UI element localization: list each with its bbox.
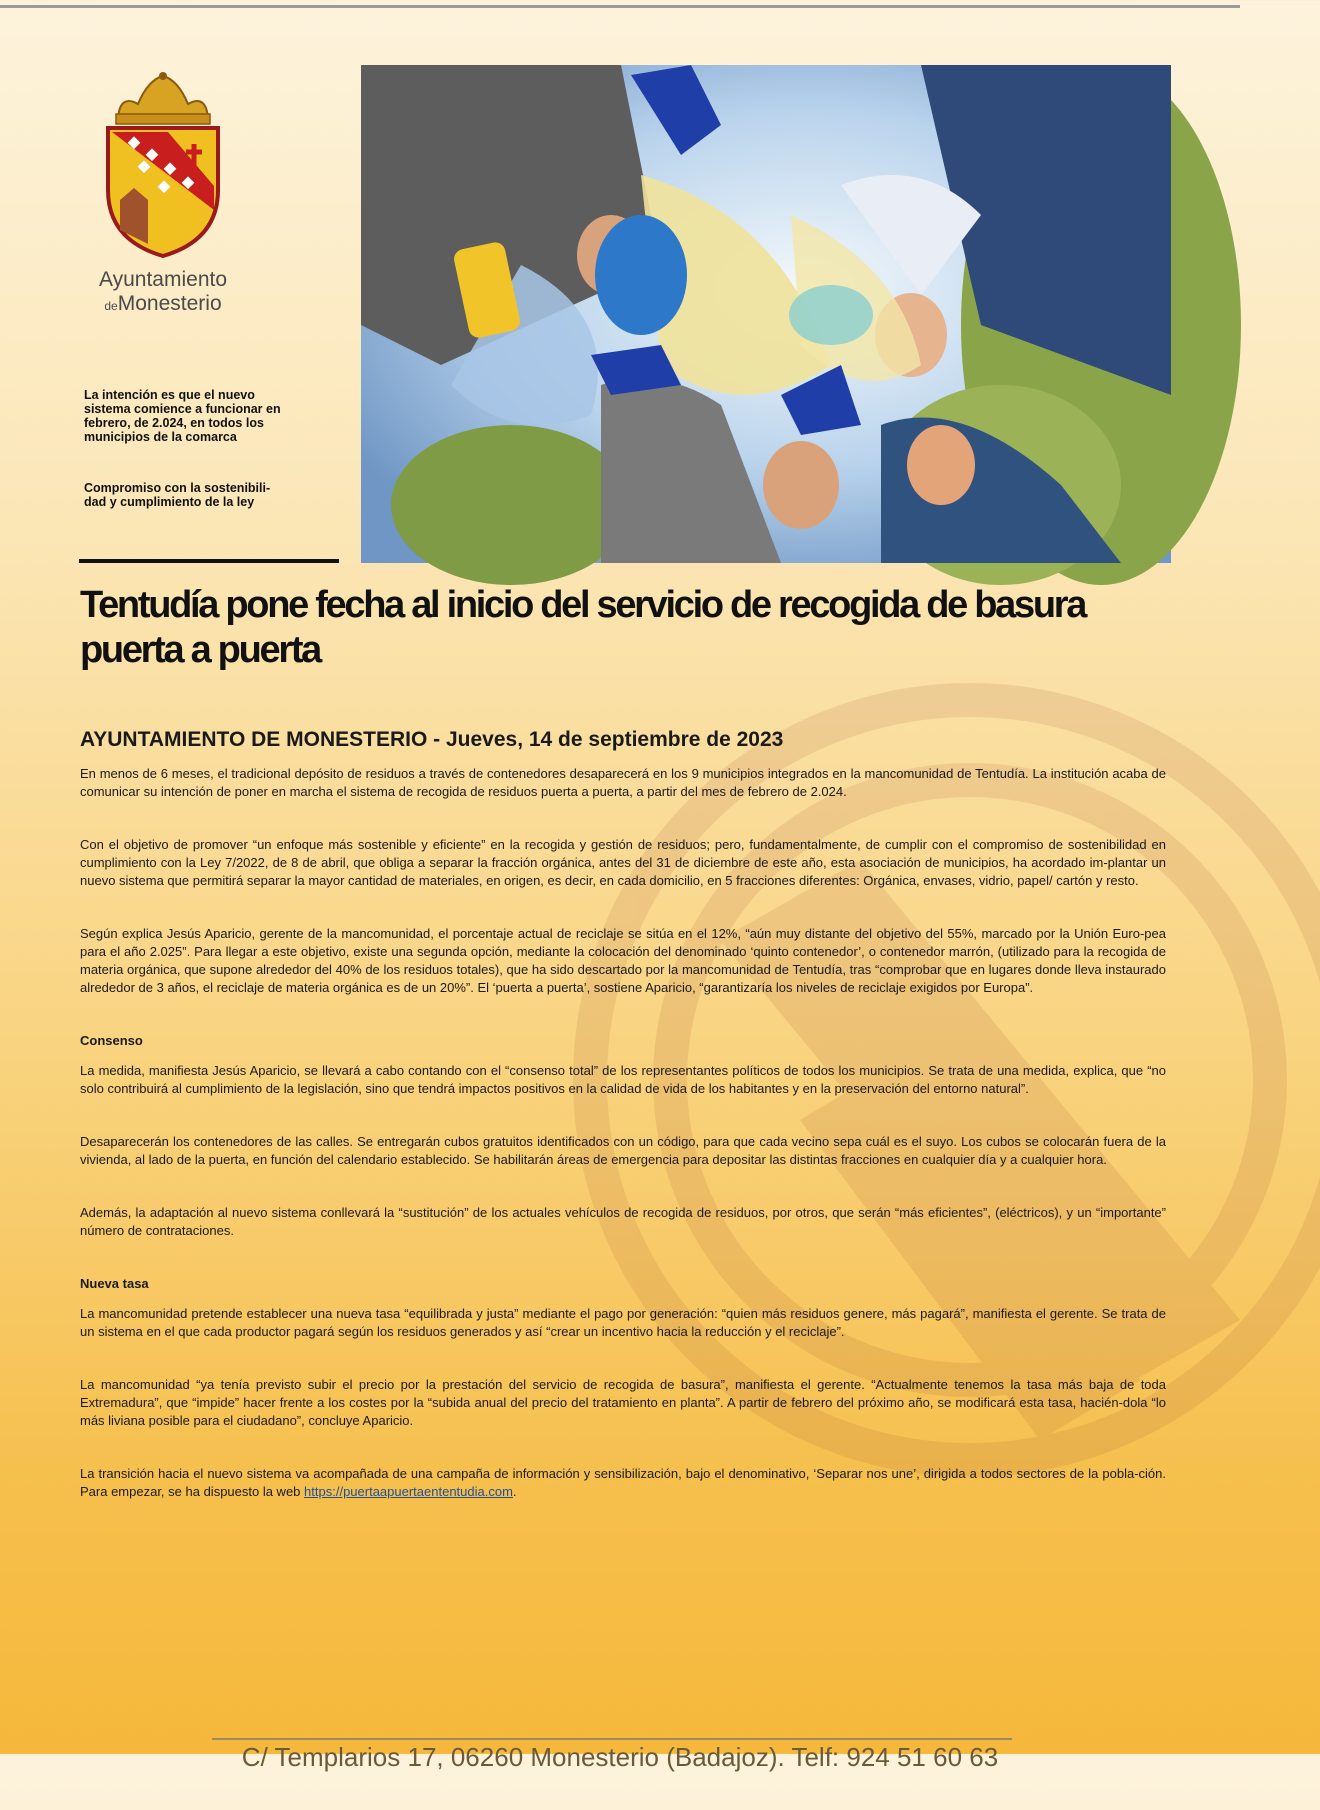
municipality-name: [88, 268, 238, 318]
article-headline: Tentudía pone fecha al inicio del servicio de recogida de basura puerta a puerta: [80, 584, 1086, 671]
paragraph-6: Además, la adaptación al nuevo sistema conllevará la “sustitución” de los actuales vehículos de recogida de residuos, por otros, que serán “más eficientes”, (eléctricos), y un “importante” número de contrataciones.: [80, 1205, 1166, 1238]
footer-address: C/ Templarios 17, 06260 Monesterio (Badajoz). Telf: 924 51 60 63: [241, 1742, 999, 1772]
sidebar-note-commitment: Compromiso con la sostenibili-dad y cumplimiento de la ley: [84, 481, 271, 509]
footer-divider: [212, 1738, 1012, 1740]
paragraph-4: La medida, manifiesta Jesús Aparicio, se llevará a cabo contando con el “consenso total” de los representantes políticos de todos los municipios. Se trata de una medida, explica, que “no solo contribuirá al cumplimiento de la legislación, sino que tendrá impactos positivos en la calidad de vida de los habitantes y en la preservación del entorno natural”.: [80, 1063, 1166, 1096]
paragraph-1: En menos de 6 meses, el tradicional depósito de residuos a través de contenedores desaparecerá en los 9 municipios integrados en la mancomunidad de Tentudía. La institución acaba de comunicar su intención de poner en marcha el sistema de recogida de residuos puerta a puerta, a partir del mes de febrero de 2.024.: [80, 766, 1166, 799]
volunteers-recycling-photo: [361, 65, 1171, 563]
top-border: [0, 5, 1240, 8]
paragraph-9-text: La transición hacia el nuevo sistema va acompañada de una campaña de información y sensibilización, bajo el denominativo, ‘Separar nos une’, dirigida a todos sectores de la pobla-ción. Para empezar, se ha dispuesto la web: [80, 1466, 1166, 1499]
coat-of-arms-icon: [98, 70, 228, 260]
campaign-website-link[interactable]: https://puertaapuertaententudia.com: [304, 1484, 513, 1499]
logo-de: de: [104, 299, 118, 313]
hero-photo: [361, 65, 1171, 563]
logo-line-2: Monesterio: [117, 292, 222, 315]
logo-line-1: Ayuntamiento: [98, 268, 228, 291]
subheading-nueva-tasa: Nueva tasa: [80, 1276, 149, 1291]
paragraph-8: La mancomunidad “ya tenía previsto subir el precio por la prestación del servicio de recogida de basura”, manifiesta el gerente. “Actualmente tenemos la tasa más baja de toda Extremadura”, que “impide” hacer frente a los costes por la “subida anual del precio del tratamiento en planta”. A partir de febrero del próximo año, se modificará esta tasa, hacién-dola “lo más liviana posible para el ciudadano”, concluye Aparicio.: [80, 1377, 1166, 1428]
subheading-consenso: Consenso: [80, 1033, 143, 1048]
paragraph-3: Según explica Jesús Aparicio, gerente de la mancomunidad, el porcentaje actual de reciclaje se sitúa en el 12%, “aún muy distante del objetivo del 55%, marcado por la Unión Euro-pea para el año 2.025”. Para llegar a este objetivo, existe una segunda opción, mediante la colocación del denominado ‘quinto contenedor’, o contenedor marrón, (utilizado para la recogida de materia orgánica, que supone alrededor del 40% de los residuos totales), que ha sido descartado por la mancomunidad de Tentudía, tras “comprobar que en lugares donde lleva instaurado alrededor de 3 años, el reciclaje de materia orgánica es de un 20%”. El ‘puerta a puerta’, sostiene Aparicio, “garantizaría los niveles de reciclaje exigidos por Europa”.: [80, 926, 1166, 995]
paragraph-9-end: .: [512, 1484, 517, 1499]
paragraph-9: [80, 1465, 1166, 1501]
paragraph-5: Desaparecerán los contenedores de las calles. Se entregarán cubos gratuitos identificados con un código, para que cada vecino sepa cuál es el suyo. Los cubos se colocarán fuera de la vivienda, al lado de la puerta, en función del calendario establecido. Se habilitarán áreas de emergencia para depositar las distintas fracciones en cualquier día y a cualquier hora.: [80, 1134, 1166, 1167]
paragraph-7: La mancomunidad pretende establecer una nueva tasa “equilibrada y justa” mediante el pago por generación: “quien más residuos genere, más pagará”, manifiesta el gerente. Se trata de un sistema en el que cada productor pagará según los residuos generados y así “crear un incentivo hacia la reducción y el reciclaje”.: [80, 1306, 1166, 1339]
municipal-logo: [88, 70, 238, 318]
paragraph-2: Con el objetivo de promover “un enfoque más sostenible y eficiente” en la recogida y gestión de residuos; pero, fundamentalmente, de cumplir con el compromiso de sostenibilidad en cumplimiento con la Ley 7/2022, de 8 de abril, que obliga a separar la fracción orgánica, antes del 31 de diciembre de este año, esta asociación de municipios, ha acordado im-plantar un nuevo sistema que permitirá separar la mayor cantidad de materiales, en origen, es decir, en cada domicilio, en 5 fracciones diferentes: Orgánica, envases, vidrio, papel/ cartón y resto.: [80, 837, 1166, 888]
sidebar-note-launch: La intención es que el nuevo sistema comience a funcionar en febrero, de 2.024, en todos los municipios de la comarca: [84, 388, 281, 444]
article-body: [80, 765, 1166, 1536]
section-divider: [79, 559, 339, 563]
article-dateline: AYUNTAMIENTO DE MONESTERIO - Jueves, 14 de septiembre de 2023: [80, 728, 784, 751]
